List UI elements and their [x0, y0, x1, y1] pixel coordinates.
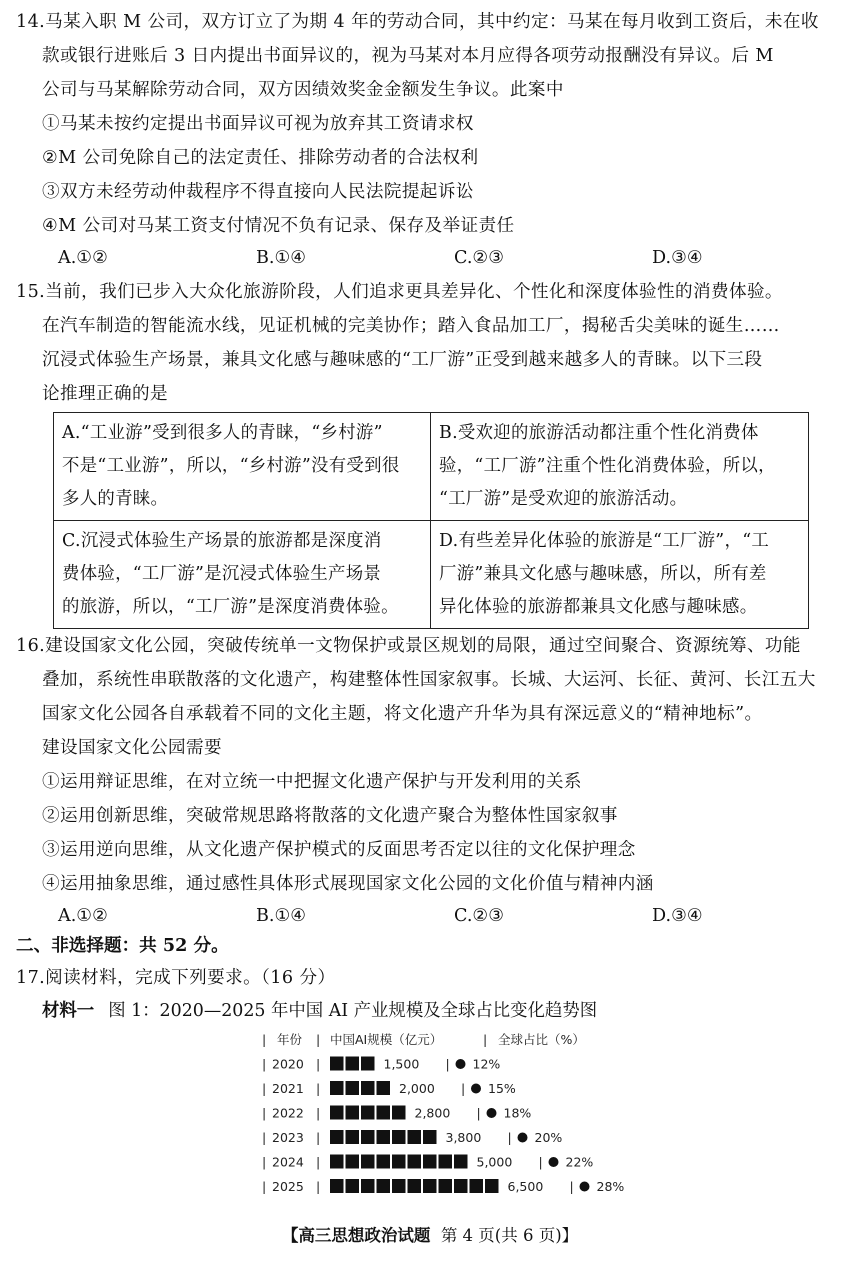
share-value-label: 12% [472, 1056, 501, 1072]
bar-block [330, 1081, 344, 1095]
q15-stem-line-4: 论推理正确的是 [42, 384, 168, 404]
option-c-line: 的旅游，所以，“工厂游”是深度消费体验。 [62, 597, 399, 617]
share-dot [549, 1157, 559, 1167]
bar-block [346, 1130, 360, 1144]
q16-stem-line-4: 建设国家文化公园需要 [42, 738, 222, 758]
footer-title: 【高三思想政治试题 [281, 1226, 431, 1245]
q15-stem-line-2: 在汽车制造的智能流水线，见证机械的完美协作；踏入食品加工厂，揭秘舌尖美味的诞生…… [42, 316, 780, 336]
row-separator: | [476, 1105, 481, 1121]
q14-option-2: ②M 公司免除自己的法定责任、排除劳动者的合法权利 [42, 148, 479, 168]
bar-block [423, 1155, 437, 1169]
q16-stem-line-2: 叠加，系统性串联散落的文化遗产，构建整体性国家叙事。长城、大运河、长征、黄河、长江五大 [42, 670, 816, 690]
row-separator: | [262, 1056, 267, 1072]
bar-block [454, 1155, 468, 1169]
option-b-line: 验，“工厂游”注重个性化消费体验，所以， [439, 456, 776, 476]
bar-block [330, 1179, 344, 1193]
bar-block [392, 1155, 406, 1169]
bar-block [330, 1130, 344, 1144]
bar-block [361, 1155, 375, 1169]
bar-block [377, 1081, 391, 1095]
q14-choice-d: D.③④ [652, 248, 703, 268]
row-separator: | [461, 1081, 466, 1096]
scale-value-label: 2,800 [414, 1105, 451, 1121]
bar-block [346, 1081, 360, 1095]
row-separator: | [316, 1130, 321, 1145]
q16-stem-line-1: 16.建设国家文化公园，突破传统单一文物保护或景区规划的局限，通过空间聚合、资源统筹、功能 [16, 636, 801, 656]
row-separator: | [262, 1130, 267, 1145]
figure-caption: 图 1：2020—2025 年中国 AI 产业规模及全球占比变化趋势图 [108, 1001, 598, 1021]
share-dot [518, 1133, 528, 1143]
bar-block [439, 1155, 453, 1169]
syllogism-option-b [431, 413, 809, 521]
scale-value-label: 1,500 [383, 1056, 420, 1072]
scale-value-label: 2,000 [399, 1081, 435, 1096]
q15-stem-line-3: 沉浸式体验生产场景，兼具文化感与趣味感的“工厂游”正受到越来越多人的青睐。以下三段 [42, 350, 763, 370]
year-label: 2023 [272, 1130, 304, 1145]
share-value-label: 18% [503, 1105, 532, 1121]
option-d-line: 厂游”兼具文化感与趣味感，所以，所有差 [439, 564, 767, 584]
syllogism-options-table [53, 412, 809, 629]
q16-choice-a: A.①② [58, 906, 108, 926]
share-value-label: 20% [534, 1130, 563, 1145]
syllogism-option-d [431, 521, 809, 629]
q16-choice-c: C.②③ [454, 906, 504, 926]
share-value-label: 15% [488, 1081, 516, 1096]
header-year: 年份 [277, 1032, 303, 1047]
share-value-label: 28% [596, 1179, 625, 1194]
q16-choice-d: D.③④ [652, 906, 703, 926]
bar-block [361, 1179, 375, 1193]
q14-stem-line-3: 公司与马某解除劳动合同，双方因绩效奖金金额发生争议。此案中 [42, 80, 564, 100]
bar-block [377, 1106, 391, 1120]
header-scale: 中国AI规模（亿元） [330, 1032, 443, 1047]
option-a-line: 不是“工业游”，所以，“乡村游”没有受到很 [62, 456, 400, 476]
q14-option-3: ③双方未经劳动仲裁程序不得直接向人民法院提起诉讼 [42, 182, 474, 202]
ai-industry-chart [250, 1030, 650, 1208]
bar-block [423, 1179, 437, 1193]
bar-block [470, 1179, 484, 1193]
share-value-label: 22% [565, 1154, 594, 1170]
option-d-line: 异化体验的旅游都兼具文化感与趣味感。 [439, 597, 758, 617]
bar-block [361, 1057, 375, 1071]
q14-stem-line-1: 14.马某入职 M 公司，双方订立了为期 4 年的劳动合同，其中约定：马某在每月收到工资后，未在收 [16, 12, 819, 32]
bar-block [408, 1130, 422, 1144]
bar-block [408, 1179, 422, 1193]
row-separator: | [262, 1179, 267, 1194]
row-separator: | [538, 1154, 543, 1170]
bar-block [346, 1106, 360, 1120]
bar-block [485, 1179, 499, 1193]
year-label: 2021 [272, 1081, 304, 1096]
row-separator: | [569, 1179, 574, 1194]
share-dot [487, 1108, 497, 1118]
bar-block [361, 1130, 375, 1144]
row-separator: | [445, 1056, 450, 1072]
bar-block [346, 1179, 360, 1193]
bar-block [361, 1081, 375, 1095]
option-c-line: 费体验，“工厂游”是沉浸式体验生产场景 [62, 564, 382, 584]
bar-block [330, 1155, 344, 1169]
bar-block [408, 1155, 422, 1169]
bar-block [361, 1106, 375, 1120]
q15-stem-line-1: 15.当前，我们已步入大众化旅游阶段，人们追求更具差异化、个性化和深度体验性的消费体验。 [16, 282, 783, 302]
row-separator: | [262, 1105, 267, 1121]
bar-block [330, 1106, 344, 1120]
option-c-line: C.沉浸式体验生产场景的旅游都是深度消 [62, 531, 382, 551]
q17-stem: 17.阅读材料，完成下列要求。（16 分） [16, 968, 336, 988]
header-share: 全球占比（%） [498, 1032, 585, 1047]
option-a-line: A.“工业游”受到很多人的青睐，“乡村游” [62, 423, 383, 443]
bar-block [454, 1179, 468, 1193]
row-separator: | [507, 1130, 512, 1145]
header-separator: | [316, 1032, 321, 1047]
bar-block [423, 1130, 437, 1144]
q14-option-4: ④M 公司对马某工资支付情况不负有记录、保存及举证责任 [42, 216, 515, 236]
syllogism-option-a [54, 413, 431, 521]
share-dot [580, 1182, 590, 1192]
bar-block [346, 1057, 360, 1071]
row-separator: | [262, 1081, 267, 1096]
q16-stem-line-3: 国家文化公园各自承载着不同的文化主题，将文化遗产升华为具有深远意义的“精神地标”。 [42, 704, 763, 724]
q16-option-1: ①运用辩证思维，在对立统一中把握文化遗产保护与开发利用的关系 [42, 772, 582, 792]
page-footer [0, 1224, 860, 1248]
scale-value-label: 3,800 [445, 1130, 482, 1145]
option-b-line: B.受欢迎的旅游活动都注重个性化消费体 [439, 423, 759, 443]
row-separator: | [316, 1179, 321, 1194]
q16-option-2: ②运用创新思维，突破常规思路将散落的文化遗产聚合为整体性国家叙事 [42, 806, 618, 826]
share-dot [471, 1084, 481, 1094]
q14-choice-a: A.①② [58, 248, 108, 268]
footer-page: 第 4 页(共 6 页)】 [440, 1226, 579, 1245]
option-d-line: D.有些差异化体验的旅游是“工厂游”，“工 [439, 531, 770, 551]
year-label: 2022 [272, 1105, 304, 1121]
option-a-line: 多人的青睐。 [62, 489, 169, 509]
q14-stem-line-2: 款或银行进账后 3 日内提出书面异议的，视为马某对本月应得各项劳动报酬没有异议。后 M [42, 46, 774, 66]
bar-block [377, 1179, 391, 1193]
row-separator: | [316, 1105, 321, 1121]
share-dot [456, 1059, 466, 1069]
bar-block [439, 1179, 453, 1193]
q14-choices [58, 241, 758, 275]
row-separator: | [316, 1154, 321, 1170]
q16-option-3: ③运用逆向思维，从文化遗产保护模式的反面思考否定以往的文化保护理念 [42, 840, 636, 860]
q16-choices [58, 899, 758, 933]
row-separator: | [316, 1081, 321, 1096]
bar-block [346, 1155, 360, 1169]
year-label: 2025 [272, 1179, 304, 1194]
row-separator: | [262, 1154, 267, 1170]
bar-block [392, 1130, 406, 1144]
syllogism-option-c [54, 521, 431, 629]
q14-choice-c: C.②③ [454, 248, 504, 268]
bar-block [392, 1179, 406, 1193]
bar-block [377, 1130, 391, 1144]
bar-block [377, 1155, 391, 1169]
scale-value-label: 5,000 [476, 1154, 513, 1170]
bar-block [392, 1106, 406, 1120]
scale-value-label: 6,500 [507, 1179, 544, 1194]
material-label: 材料一 [42, 1001, 95, 1021]
option-b-line: “工厂游”是受欢迎的旅游活动。 [439, 489, 688, 509]
q16-choice-b: B.①④ [256, 906, 307, 926]
header-separator: | [483, 1032, 488, 1047]
material-one [42, 996, 597, 1026]
q16-option-4: ④运用抽象思维，通过感性具体形式展现国家文化公园的文化价值与精神内涵 [42, 874, 654, 894]
q14-option-1: ①马某未按约定提出书面异议可视为放弃其工资请求权 [42, 114, 474, 134]
section-title: 二、非选择题：共 52 分。 [16, 935, 229, 956]
q14-choice-b: B.①④ [256, 248, 307, 268]
row-separator: | [316, 1056, 321, 1072]
header-separator: | [262, 1032, 267, 1047]
year-label: 2024 [272, 1154, 304, 1170]
year-label: 2020 [272, 1056, 304, 1072]
bar-block [330, 1057, 344, 1071]
